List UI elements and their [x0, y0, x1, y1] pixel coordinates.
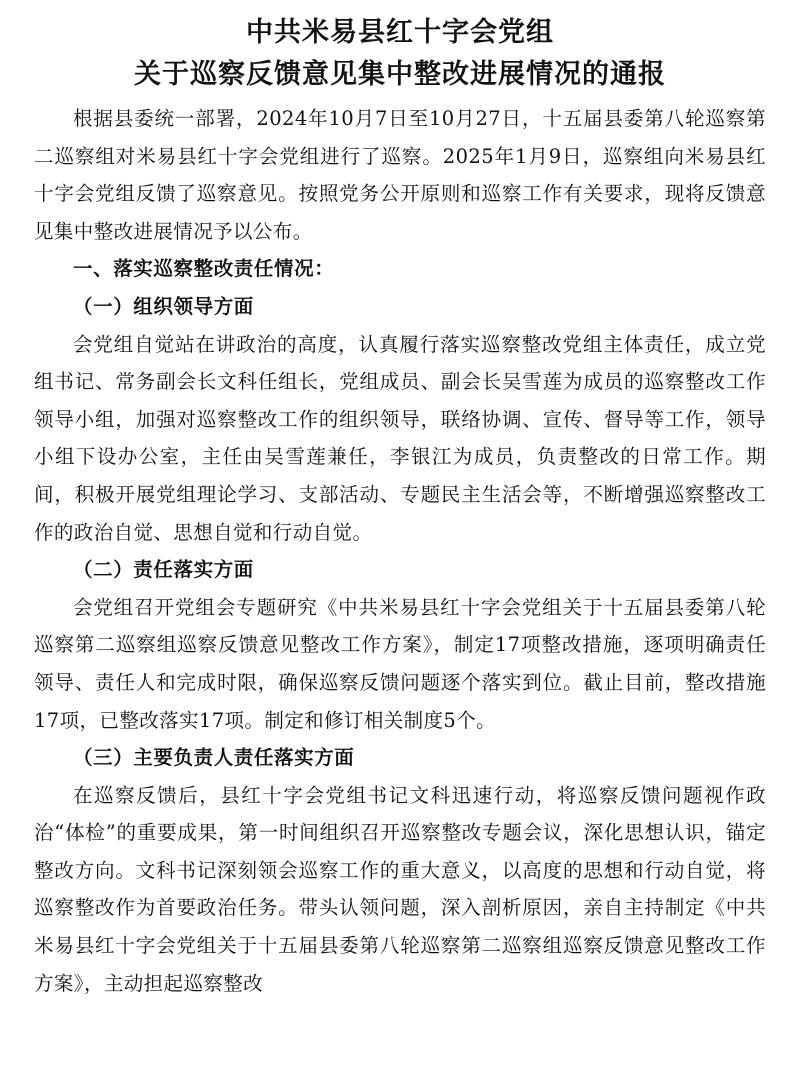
subsection-heading-2: （二）责任落实方面: [73, 558, 254, 582]
subsection-body-2: 会党组召开党组会专题研究《中共米易县红十字会党组关于十五届县委第八轮巡察第二巡察组巡察反馈意见整改工作方案》，制定17项整改措施，逐项明确责任领导、责任人和完成时限，确保巡察反馈问题逐个落实到位。截止目前，整改措施17项，已整改落实17项。制定和修订相关制度5个。: [34, 595, 766, 732]
intro-paragraph: 根据县委统一部署，2024年10月7日至10月27日，十五届县委第八轮巡察第二巡察组对米易县红十字会党组进行了巡察。2025年1月9日，巡察组向米易县红十字会党组反馈了巡察意见。按照党务公开原则和巡察工作有关要求，现将反馈意见集中整改进展情况予以公布。: [34, 107, 766, 243]
subsection-heading-3: （三）主要负责人责任落实方面: [73, 746, 355, 770]
section-heading-1: 一、落实巡察整改责任情况：: [73, 257, 335, 281]
document-title-line1: 中共米易县红十字会党组: [246, 17, 554, 48]
subsection-body-3: 在巡察反馈后，县红十字会党组书记文科迅速行动，将巡察反馈问题视作政治“体检”的重要成果，第一时间组织召开巡察整改专题会议，深化思想认识，锚定整改方向。文科书记深刻领会巡察工作的重大意义，以高度的思想和行动自觉，将巡察整改作为首要政治任务。带头认领问题，深入剖析原因，亲自主持制定《中共米易县红十字会党组关于十五届县委第八轮巡察第二巡察组巡察反馈意见整改工作方案》，主动担起巡察整改: [34, 783, 766, 995]
document-title-line2: 关于巡察反馈意见集中整改进展情况的通报: [134, 59, 666, 90]
subsection-heading-1: （一）组织领导方面: [73, 294, 254, 318]
subsection-body-1: 会党组自觉站在讲政治的高度，认真履行落实巡察整改党组主体责任，成立党组书记、常务副会长文科任组长，党组成员、副会长吴雪莲为成员的巡察整改工作领导小组，加强对巡察整改工作的组织领导，联络协调、宣传、督导等工作，领导小组下设办公室，主任由吴雪莲兼任，李银江为成员，负责整改的日常工作。期间，积极开展党组理论学习、支部活动、专题民主生活会等，不断增强巡察整改工作的政治自觉、思想自觉和行动自觉。: [34, 332, 766, 544]
